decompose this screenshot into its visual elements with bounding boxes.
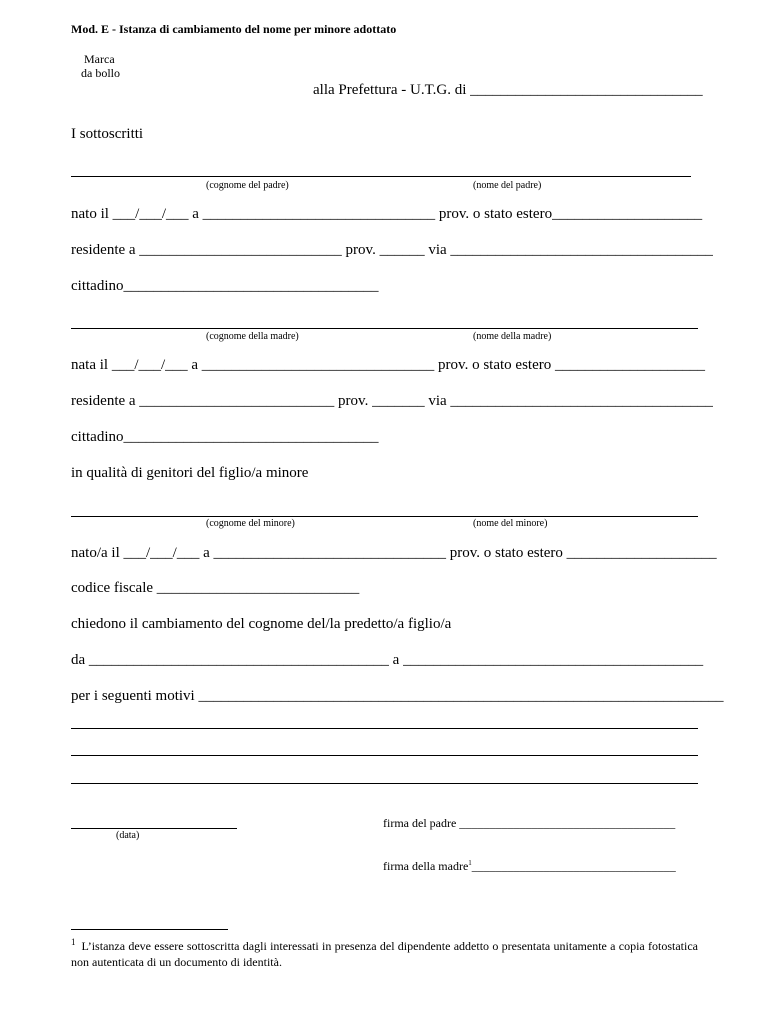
minor-name-caption: (nome del minore): [473, 518, 548, 529]
date-caption: (data): [116, 830, 140, 841]
father-residence-line: residente a ___________________________ prov. ______ via ___________________________________: [71, 242, 713, 258]
minor-name-field[interactable]: [71, 516, 698, 517]
mother-citizenship-line: cittadino__________________________________: [71, 429, 379, 445]
footnote-marker: 1: [71, 937, 76, 947]
mother-surname-caption: (cognome della madre): [206, 331, 299, 342]
mother-signature-block: [383, 859, 676, 874]
reasons-extra-line-3[interactable]: [71, 783, 698, 784]
stamp-label-line2: da bollo: [81, 66, 120, 80]
parents-role-line: in qualità di genitori del figlio/a minore: [71, 465, 309, 481]
surname-from-to-line: da ________________________________________ a ________________________________________: [71, 652, 704, 668]
addressee-line: alla Prefettura - U.T.G. di _______________________________: [313, 82, 703, 98]
date-field[interactable]: [71, 828, 237, 829]
request-line: chiedono il cambiamento del cognome del/la predetto/a figlio/a: [71, 616, 452, 632]
mother-name-caption: (nome della madre): [473, 331, 552, 342]
form-title: Mod. E - Istanza di cambiamento del nome per minore adottato: [71, 22, 397, 36]
intro-text: I sottoscritti: [71, 126, 144, 142]
reasons-extra-line-2[interactable]: [71, 755, 698, 756]
mother-name-field[interactable]: [71, 328, 698, 329]
minor-born-line: nato/a il ___/___/___ a _______________________________ prov. o stato estero ____________________: [71, 545, 717, 561]
father-name-field[interactable]: [71, 176, 691, 177]
footnote-separator: [71, 929, 228, 930]
minor-surname-caption: (cognome del minore): [206, 518, 295, 529]
mother-signature-label: firma della madre: [383, 859, 469, 873]
mother-residence-line: residente a __________________________ prov. _______ via ___________________________________: [71, 393, 713, 409]
father-signature-line: firma del padre ____________________________________: [383, 816, 676, 830]
father-name-caption: (nome del padre): [473, 180, 542, 191]
mother-born-line: nata il ___/___/___ a _______________________________ prov. o stato estero ____________________: [71, 357, 705, 373]
mother-signature-line: __________________________________: [471, 859, 676, 873]
footnote: [71, 934, 698, 970]
footnote-reference: 1: [468, 859, 472, 867]
reasons-extra-line-1[interactable]: [71, 728, 698, 729]
minor-tax-code-line: codice fiscale ___________________________: [71, 580, 360, 596]
reasons-line: per i seguenti motivi ______________________________________________________________________: [71, 688, 724, 704]
footnote-text: L’istanza deve essere sottoscritta dagli interessati in presenza del dipendente addetto o presentata unitamente a copia fotostatica non autenticata di un documento di identità.: [71, 939, 698, 969]
father-surname-caption: (cognome del padre): [206, 180, 289, 191]
father-citizenship-line: cittadino__________________________________: [71, 278, 379, 294]
father-born-line: nato il ___/___/___ a _______________________________ prov. o stato estero____________________: [71, 206, 703, 222]
stamp-label-line1: Marca: [84, 52, 115, 66]
